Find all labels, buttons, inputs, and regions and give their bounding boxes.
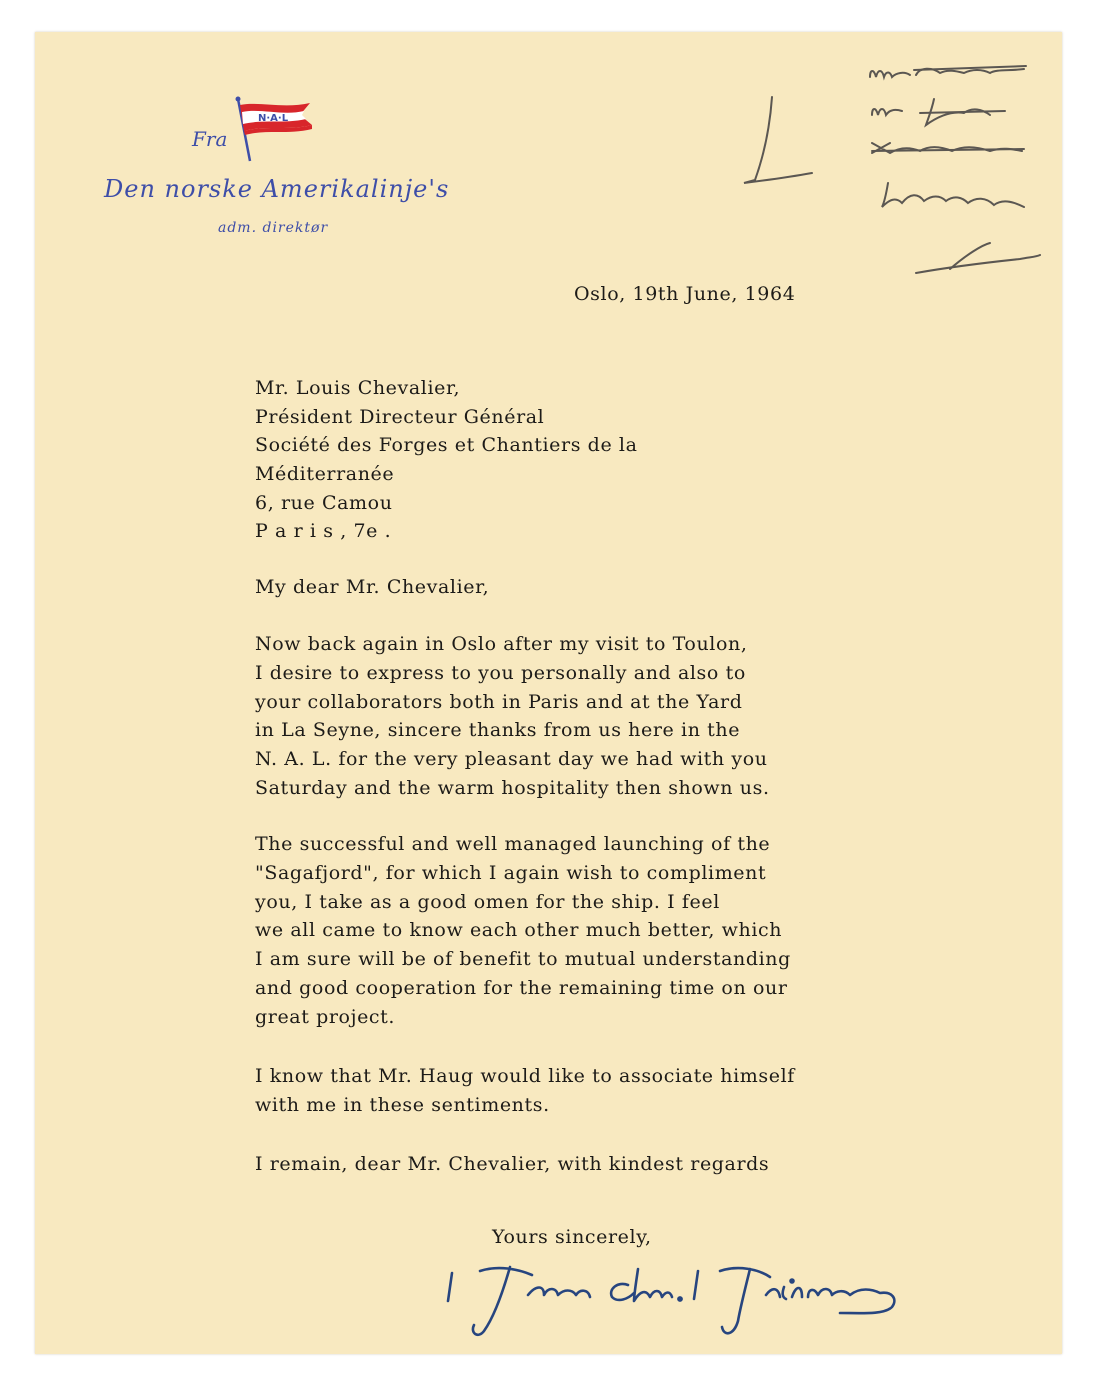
paragraph-1	[255, 630, 770, 803]
paragraph-line: "Sagafjord", for which I again wish to compliment	[255, 861, 767, 884]
letterhead	[100, 65, 500, 245]
paragraph-line: I know that Mr. Haug would like to associate himself	[255, 1065, 795, 1087]
address-line: Mr. Louis Chevalier,	[255, 377, 461, 399]
address-line: Méditerranée	[255, 463, 395, 486]
address-line: Président Directeur Général	[255, 405, 545, 428]
letterhead-company: Den norske Amerikalinje's	[104, 175, 450, 203]
paragraph-line: your collaborators both in Paris and at the Yard	[255, 690, 743, 713]
letterhead-role: adm. direktør	[218, 220, 329, 236]
paragraph-2	[255, 830, 791, 1032]
paragraph-line: and good cooperation for the remaining time on our	[255, 976, 788, 999]
paragraph-3	[255, 1062, 795, 1120]
address-line: Société des Forges et Chantiers de la	[255, 434, 638, 457]
paragraph-line: in La Seyne, sincere thanks from us here in the	[255, 719, 741, 742]
nal-flag-logo	[228, 95, 318, 165]
paragraph-line: Saturday and the warm hospitality then shown us.	[255, 776, 770, 799]
paragraph-line: I desire to express to you personally and also to	[255, 661, 746, 684]
paragraph-line: you, I take as a good omen for the ship. I feel	[255, 890, 720, 913]
paragraph-line: The successful and well managed launching of the	[255, 833, 771, 855]
salutation: My dear Mr. Chevalier,	[255, 576, 490, 598]
paragraph-line: great project.	[255, 1005, 396, 1028]
closing: Yours sincerely,	[492, 1226, 652, 1248]
paragraph-line: I remain, dear Mr. Chevalier, with kindest regards	[255, 1153, 770, 1175]
paragraph-line: N. A. L. for the very pleasant day we had with you	[255, 748, 768, 771]
recipient-address	[255, 374, 638, 546]
address-line: P a r i s , 7e .	[255, 520, 392, 543]
handwritten-signature	[440, 1255, 910, 1340]
paragraph-line: Now back again in Oslo after my visit to Toulon,	[255, 633, 748, 655]
letterhead-prefix: Fra	[192, 127, 228, 151]
paragraph-line: we all came to know each other much better, which	[255, 919, 783, 942]
letter-date: Oslo, 19th June, 1964	[574, 283, 796, 305]
paragraph-line: with me in these sentiments.	[255, 1093, 550, 1116]
flag-text: N·A·L	[258, 113, 289, 124]
pencil-annotations	[720, 55, 1050, 285]
paragraph-line: I am sure will be of benefit to mutual understanding	[255, 948, 791, 971]
address-line: 6, rue Camou	[255, 491, 393, 514]
pencil-check-mark	[744, 97, 812, 183]
paragraph-4	[255, 1150, 769, 1179]
